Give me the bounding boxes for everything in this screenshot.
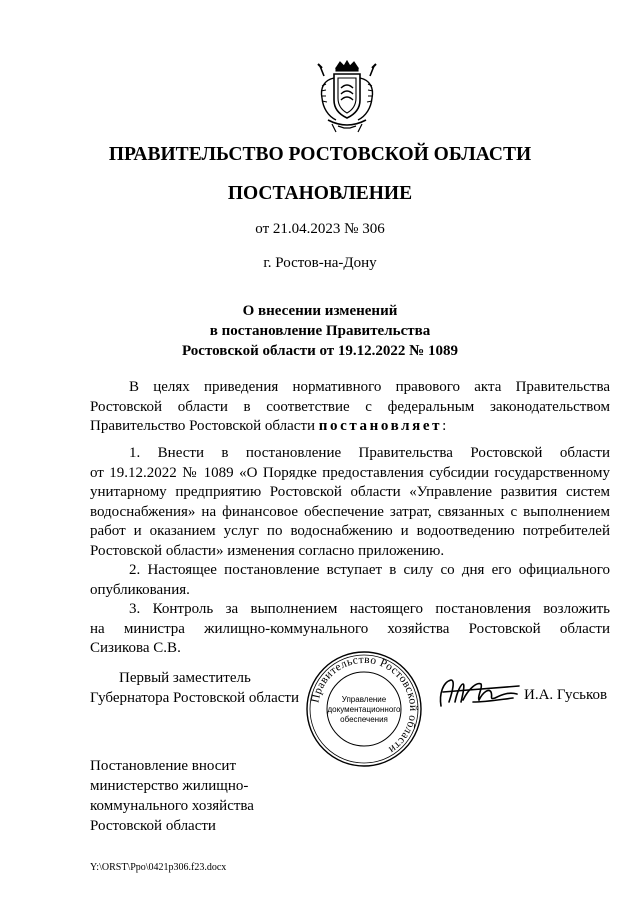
item-3-line: 3. Контроль за выполнением настоящего постановления возложить	[129, 601, 610, 617]
item-1-line: 1. Внести в постановление Правительства Ростовской области	[129, 445, 610, 461]
svg-text:документационного: документационного	[327, 705, 401, 714]
preamble-text: Правительство Ростовской области	[90, 418, 319, 434]
position-line: Первый заместитель	[119, 670, 251, 686]
decree-items	[90, 444, 610, 659]
note-line: коммунального хозяйства	[90, 798, 254, 814]
coat-of-arms-icon	[314, 58, 380, 134]
preamble	[90, 378, 610, 437]
item-1-line: водоснабжения» на финансовое обеспечение затрат, связанных с выполнением	[90, 503, 610, 520]
note-line: Постановление вносит	[90, 758, 237, 774]
preamble-line	[90, 417, 610, 437]
city: г. Ростов-на-Дону	[263, 255, 377, 271]
item-1-line: Ростовской области» изменения согласно приложению.	[90, 542, 445, 559]
item-3-line: Сизикова С.В.	[90, 640, 181, 656]
decree-keyword: постановляет	[318, 418, 443, 434]
item-2-line: 2. Настоящее постановление вступает в силу со дня его официального	[129, 562, 610, 578]
position-line: Губернатора Ростовской области	[90, 690, 300, 706]
item-1-line: от 19.12.2022 № 1089 «О Порядке предоставления субсидии государственному	[90, 464, 610, 481]
submitter-note	[90, 756, 254, 836]
subject-line: О внесении изменений	[242, 303, 398, 319]
date-and-number: от 21.04.2023 № 306	[255, 221, 385, 237]
preamble-line: Ростовской области в соответствие с федеральным законодательством	[90, 398, 610, 415]
file-path-footer: Y:\ORST\Ppo\0421p306.f23.docx	[90, 862, 227, 873]
official-stamp	[305, 650, 423, 768]
document-type: ПОСТАНОВЛЕНИЕ	[227, 183, 413, 204]
subject-line: в постановление Правительства	[209, 323, 431, 339]
document-subject	[0, 301, 640, 361]
preamble-line: В целях приведения нормативного правового акта Правительства	[129, 379, 610, 395]
government-title: ПРАВИТЕЛЬСТВО РОСТОВСКОЙ ОБЛАСТИ	[108, 144, 532, 165]
svg-text:обеспечения: обеспечения	[340, 715, 388, 724]
note-line: Ростовской области	[90, 818, 216, 834]
signatory-position	[90, 668, 300, 708]
svg-text:Правительство Ростовской облас: Правительство Ростовской области	[309, 653, 420, 756]
signer-name: И.А. Гуськов	[524, 687, 608, 703]
svg-text:Управление: Управление	[341, 695, 387, 704]
preamble-colon: :	[442, 418, 447, 434]
item-2-line: опубликования.	[90, 581, 190, 598]
subject-line: Ростовской области от 19.12.2022 № 1089	[182, 343, 458, 359]
handwritten-signature	[433, 672, 525, 716]
item-1-line: унитарному предприятию Ростовской области «Управление развития систем	[90, 484, 610, 500]
item-1-line: работ и оказанием услуг по водоснабжению и водоотведению потребителей	[90, 523, 610, 539]
note-line: министерство жилищно-	[90, 778, 249, 794]
item-3-line: на министра жилищно-коммунального хозяйства Ростовской области	[90, 620, 610, 637]
